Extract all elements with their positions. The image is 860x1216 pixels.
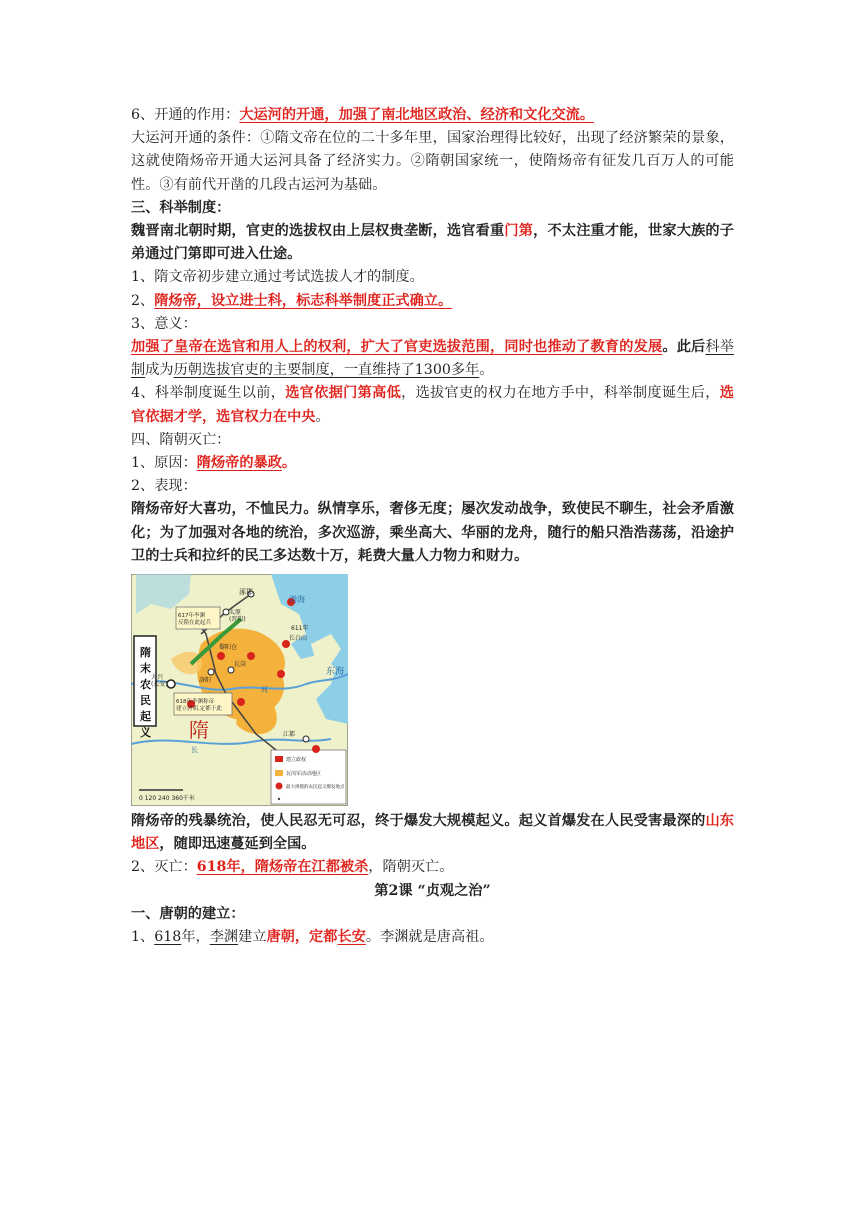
map-legend-3: 最大规模的农民起义爆发地点 bbox=[286, 785, 345, 791]
keju-point-1: 1、隋文帝初步建立通过考试选拔人才的制度。 bbox=[131, 269, 424, 286]
significance-punct: 。此后 bbox=[662, 339, 706, 356]
canal-effect-label: 6、开通的作用： bbox=[131, 107, 240, 123]
tang-dynasty: 唐朝，定都 bbox=[266, 929, 338, 946]
tang-year: 618 bbox=[154, 929, 182, 946]
keju-point-2 bbox=[131, 290, 734, 313]
canal-effect-text: 大运河的开通，加强了南北地区政治、经济和文化交流。 bbox=[239, 107, 595, 123]
map-daxing: 大兴(长安) bbox=[151, 674, 168, 689]
tang-verb: 建立 bbox=[238, 929, 267, 946]
fall-cause bbox=[131, 452, 734, 475]
significance-connector: 成为 bbox=[145, 362, 174, 379]
map-river-chang: 长 bbox=[191, 746, 198, 755]
uprising-text-1: 隋炀帝的残暴统治，使人民忍无可忍，终于爆发大规模起义。起义首爆发在人民受害最深的 bbox=[131, 813, 706, 830]
significance-end: 。 bbox=[479, 362, 494, 379]
fall-cause-text: 隋炀帝的暴政 bbox=[196, 455, 282, 472]
keju-bg-text: 魏晋南北朝时期，官吏的选拔权由上层权贵垄断，选官看重 bbox=[131, 223, 505, 240]
map-sea-bohai: 渤海 bbox=[289, 595, 305, 605]
keju-point-2-text: 隋炀帝，设立进士科，标志科举制度正式确立。 bbox=[154, 292, 453, 309]
map-wagang: 瓦岗 bbox=[234, 661, 247, 669]
keju-bg-highlight: 门第 bbox=[504, 223, 534, 240]
point-4-end: 。 bbox=[315, 408, 330, 425]
fall-performance-text: 隋炀帝好大喜功，不恤民力。纵情享乐，奢侈无度；屡次发动战争，致使民不聊生，社会矛盾激化；为了加强对各地的统治，多次巡游，乘坐高大、华丽的龙舟，随行的船只浩浩荡荡，沿途护卫的士兵和拉纤的民工多达数十万，耗费大量人力物力和财力。 bbox=[131, 501, 734, 564]
keju-bg-text-2: ，不太注重才能，世家大族的子弟通过门第即可进入仕途。 bbox=[131, 223, 734, 263]
point-4-mid: ，选拔官吏的权力在地方手中，科举制度诞生后， bbox=[401, 385, 720, 402]
fall-cause-label: 1、原因： bbox=[131, 455, 197, 472]
map-note-618: 618年李渊称帝建立唐朝,定都于此 bbox=[176, 699, 222, 713]
fall-end-text: 618年，隋炀帝在江都被杀 bbox=[196, 859, 369, 876]
uprising-text-2: ，随即迅速蔓延到全国。 bbox=[159, 836, 316, 853]
fall-cause-end: 。 bbox=[281, 455, 297, 472]
fall-end-label: 2、灭亡： bbox=[131, 859, 197, 876]
canal-conditions: 大运河开通的条件：①隋文帝在位的二十多年里，国家治理得比较好，出现了经济繁荣的景象，这就使隋炀帝开通大运河具备了经济实力。②隋朝国家统一，使隋炀帝有征发几百万人的可能性。③有前代开凿的几段古运河为基础。 bbox=[131, 130, 734, 193]
keju-point-4 bbox=[131, 382, 734, 428]
map-taiyuan: 太原(晋阳) bbox=[229, 609, 246, 624]
uprising-highlight: 山东地区 bbox=[131, 813, 734, 853]
keju-significance bbox=[131, 336, 734, 382]
map-luoyang: 洛阳 bbox=[199, 677, 212, 685]
map-legend-1: 建立政权 bbox=[286, 757, 307, 764]
map-zhuojun: 涿郡 bbox=[239, 588, 253, 597]
map-changbai: 长白山 bbox=[289, 635, 308, 643]
map-legend-2: 瓦岗军活动地区 bbox=[286, 771, 322, 778]
map-sui-label: 隋 bbox=[189, 718, 209, 743]
tang-tail: 。李渊就是唐高祖。 bbox=[365, 929, 494, 946]
uprising-text bbox=[131, 810, 734, 856]
map-graphic bbox=[131, 574, 348, 806]
map-scale: 0 120 240 360千米 bbox=[139, 795, 195, 803]
section-keju-heading: 三、科举制度： bbox=[131, 199, 231, 216]
significance-duration: 历朝选拔官吏的主要制度，一直维持了1300多年 bbox=[173, 362, 480, 379]
map-note-611: 611年 bbox=[291, 625, 309, 633]
section-fall-heading: 四、隋朝灭亡： bbox=[131, 431, 231, 448]
lesson-2-title: 第2课 “贞观之治” bbox=[374, 882, 491, 899]
map-title-char: 隋 bbox=[140, 646, 151, 660]
map-note-617: 617年李渊反隋在此起兵 bbox=[178, 613, 212, 627]
fall-end bbox=[131, 856, 734, 879]
tang-founding-line bbox=[131, 926, 734, 949]
keju-point-3: 3、意义： bbox=[131, 315, 197, 332]
map-liyang: 黎阳仓 bbox=[219, 644, 238, 652]
document-page bbox=[131, 104, 734, 949]
tang-capital: 长安 bbox=[337, 929, 366, 946]
tang-num: 1、 bbox=[131, 929, 155, 946]
sui-peasant-uprising-map bbox=[131, 574, 348, 806]
point-4-before: 选官依据门第高低 bbox=[285, 385, 402, 402]
keju-background bbox=[131, 220, 734, 266]
significance-highlight: 加强了皇帝在选官和用人上的权利，扩大了官吏选拔范围，同时也推动了教育的发展 bbox=[131, 339, 663, 356]
canal-effect-line bbox=[131, 104, 734, 127]
significance-keju: 科举制 bbox=[131, 339, 734, 379]
svg-text:隋 末 农: 隋 末 农 民 起 义 bbox=[140, 646, 151, 740]
tang-founding-heading: 一、唐朝的建立： bbox=[131, 905, 245, 922]
map-river-he: 河 bbox=[261, 686, 268, 695]
tang-year-suffix: 年， bbox=[181, 929, 210, 946]
tang-founder: 李渊 bbox=[209, 929, 239, 946]
map-sea-east: 东海 bbox=[326, 667, 345, 678]
fall-performance-label: 2、表现： bbox=[131, 478, 197, 495]
keju-point-2-num: 2、 bbox=[131, 292, 155, 309]
map-jiangdu: 江都 bbox=[283, 731, 296, 739]
fall-end-tail: ，隋朝灭亡。 bbox=[368, 859, 454, 876]
point-4-after: 选官依据才学，选官权力在中央 bbox=[131, 385, 734, 425]
point-4-intro: 4、科举制度诞生以前， bbox=[131, 385, 286, 402]
